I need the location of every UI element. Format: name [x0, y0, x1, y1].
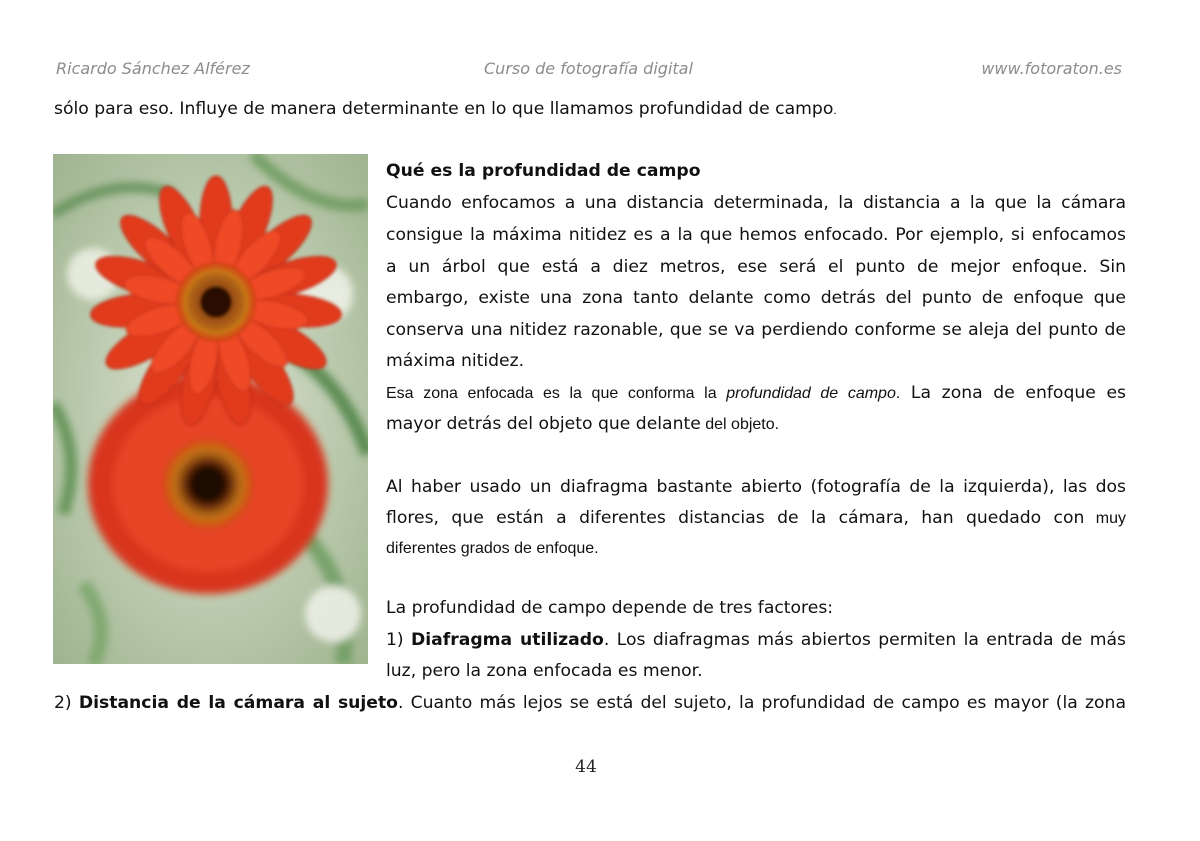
paragraph-line: consigue la máxima nitidez es a la que hemos enfocado. Por ejemplo, si enfocamos	[386, 225, 1126, 245]
factor-text: . Los diafragmas más abiertos permiten la entrada de más	[603, 630, 1126, 650]
header-course-title: Curso de fotografía digital	[484, 59, 693, 78]
intro-text: sólo para eso. Influye de manera determinante en lo que llamamos profundidad de campo	[54, 99, 834, 119]
paragraph-text: La zona de enfoque es	[900, 383, 1126, 403]
paragraph-text: Esa zona enfocada es la que conforma la	[386, 385, 727, 402]
paragraph-text: del objeto.	[700, 416, 780, 433]
paragraph-line: luz, pero la zona enfocada es menor.	[386, 661, 703, 681]
factor-number: 2)	[54, 693, 79, 713]
flowers-illustration	[53, 154, 368, 664]
paragraph-line: La profundidad de campo depende de tres factores:	[386, 598, 834, 618]
paragraph-text: mayor detrás del objeto que delante	[386, 414, 701, 434]
factor-2-line	[54, 693, 1126, 713]
factor-1-line	[386, 630, 1126, 650]
header-website: www.fotoraton.es	[981, 59, 1122, 78]
paragraph-line	[386, 414, 779, 435]
paragraph-line: diferentes grados de enfoque.	[386, 540, 599, 557]
paragraph-line: a un árbol que está a diez metros, ese será el punto de mejor enfoque. Sin	[386, 257, 1126, 277]
paragraph-line: Al haber usado un diafragma bastante abierto (fotografía de la izquierda), las dos	[386, 477, 1126, 497]
paragraph-text: .	[895, 385, 901, 402]
factor-title: Distancia de la cámara al sujeto	[78, 693, 398, 713]
header-author: Ricardo Sánchez Alférez	[56, 59, 250, 78]
paragraph-line: Cuando enfocamos a una distancia determinada, la distancia a la que la cámara	[386, 193, 1126, 213]
paragraph-line	[386, 508, 1126, 529]
factor-text: . Cuanto más lejos se está del sujeto, la profundidad de campo es mayor (la zona	[397, 693, 1126, 713]
red-gerbera-flowers-photo	[53, 154, 368, 664]
factor-number: 1)	[386, 630, 412, 650]
paragraph-line: máxima nitidez.	[386, 351, 525, 371]
paragraph-text: muy	[1084, 510, 1126, 527]
intro-line	[54, 99, 837, 120]
paragraph-line: conserva una nitidez razonable, que se va perdiendo conforme se aleja del punto de	[386, 320, 1126, 340]
page-number: 44	[575, 757, 597, 777]
paragraph-line: embargo, existe una zona tanto delante como detrás del punto de enfoque que	[386, 288, 1126, 308]
intro-period: .	[833, 103, 837, 117]
section-heading: Qué es la profundidad de campo	[386, 161, 701, 181]
paragraph-line	[386, 383, 1126, 404]
factor-title: Diafragma utilizado	[411, 630, 604, 650]
italic-term: profundidad de campo	[726, 385, 896, 402]
paragraph-text: flores, que están a diferentes distancias de la cámara, han quedado con	[386, 508, 1085, 528]
